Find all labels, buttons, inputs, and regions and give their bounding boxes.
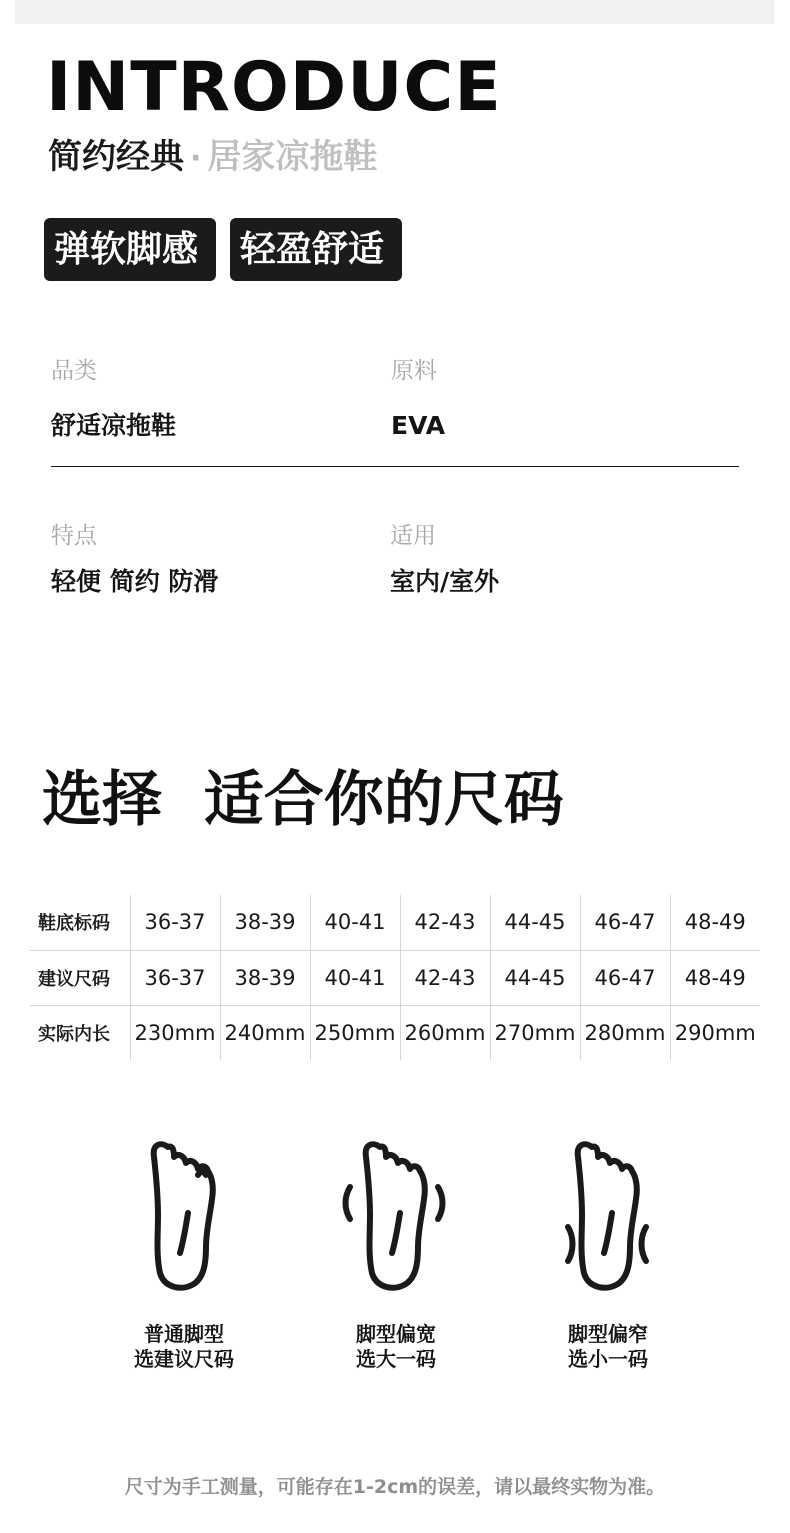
foot-narrow-caption: [523, 1322, 693, 1372]
table-cell: 270mm: [490, 1005, 580, 1060]
spec-material-label: 原料: [391, 358, 437, 384]
table-cell: 44-45: [490, 950, 580, 1005]
table-cell: 250mm: [310, 1005, 400, 1060]
subtitle-main: 简约经典: [48, 137, 184, 177]
spec-divider: [51, 466, 739, 467]
table-cell: 240mm: [220, 1005, 310, 1060]
table-cell: 48-49: [670, 950, 760, 1005]
table-row: [30, 950, 760, 1005]
spec-material-value: EVA: [391, 411, 446, 440]
spec-usage-label: 适用: [390, 523, 436, 549]
top-strip: [15, 0, 774, 24]
spec-feature-label: 特点: [51, 523, 97, 549]
feature-tag-bounce: 弹软脚感: [44, 218, 216, 281]
table-cell: 46-47: [580, 950, 670, 1005]
table-cell: 44-45: [490, 895, 580, 950]
table-cell: 36-37: [130, 895, 220, 950]
table-cell: 280mm: [580, 1005, 670, 1060]
row-head-inner-length: 实际内长: [38, 1023, 110, 1045]
subtitle-dot: ·: [190, 141, 202, 176]
table-row: [30, 895, 760, 950]
table-cell: 42-43: [400, 895, 490, 950]
size-section-title: 选择 适合你的尺码: [42, 765, 564, 835]
table-row: [30, 1005, 760, 1060]
table-cell: 230mm: [130, 1005, 220, 1060]
table-cell: 40-41: [310, 895, 400, 950]
feature-tag-light: 轻盈舒适: [230, 218, 402, 281]
table-cell: 42-43: [400, 950, 490, 1005]
table-cell: 260mm: [400, 1005, 490, 1060]
caption-line-1: 普通脚型: [144, 1322, 224, 1346]
caption-line-2: 选小一码: [568, 1347, 648, 1371]
row-head-sole-size: 鞋底标码: [30, 895, 130, 950]
caption-line-1: 脚型偏宽: [356, 1322, 436, 1346]
foot-wide-icon: [340, 1135, 450, 1295]
table-cell: 38-39: [220, 895, 310, 950]
table-cell: 46-47: [580, 895, 670, 950]
caption-line-1: 脚型偏窄: [568, 1322, 648, 1346]
row-head-suggested-size: 建议尺码: [30, 950, 130, 1005]
table-cell: 36-37: [130, 950, 220, 1005]
caption-line-2: 选建议尺码: [134, 1347, 234, 1371]
spec-usage-value: 室内/室外: [390, 567, 500, 596]
measurement-disclaimer: 尺寸为手工测量，可能存在1-2cm的误差，请以最终实物为准。: [124, 1476, 666, 1498]
table-cell: 38-39: [220, 950, 310, 1005]
foot-normal-caption: [99, 1322, 269, 1372]
foot-wide-caption: [311, 1322, 481, 1372]
page-subtitle: [48, 137, 378, 177]
table-cell: 48-49: [670, 895, 760, 950]
spec-category-label: 品类: [51, 358, 97, 384]
table-cell: 290mm: [670, 1005, 760, 1060]
spec-feature-value: 轻便 简约 防滑: [51, 567, 219, 596]
caption-line-2: 选大一码: [356, 1347, 436, 1371]
spec-category-value: 舒适凉拖鞋: [51, 411, 177, 440]
page-title: INTRODUCE: [46, 48, 502, 127]
size-table: [30, 895, 760, 1060]
foot-narrow-icon: [552, 1135, 662, 1295]
table-cell: 40-41: [310, 950, 400, 1005]
subtitle-sub: 居家凉拖鞋: [207, 137, 378, 177]
foot-normal-icon: [130, 1135, 240, 1295]
